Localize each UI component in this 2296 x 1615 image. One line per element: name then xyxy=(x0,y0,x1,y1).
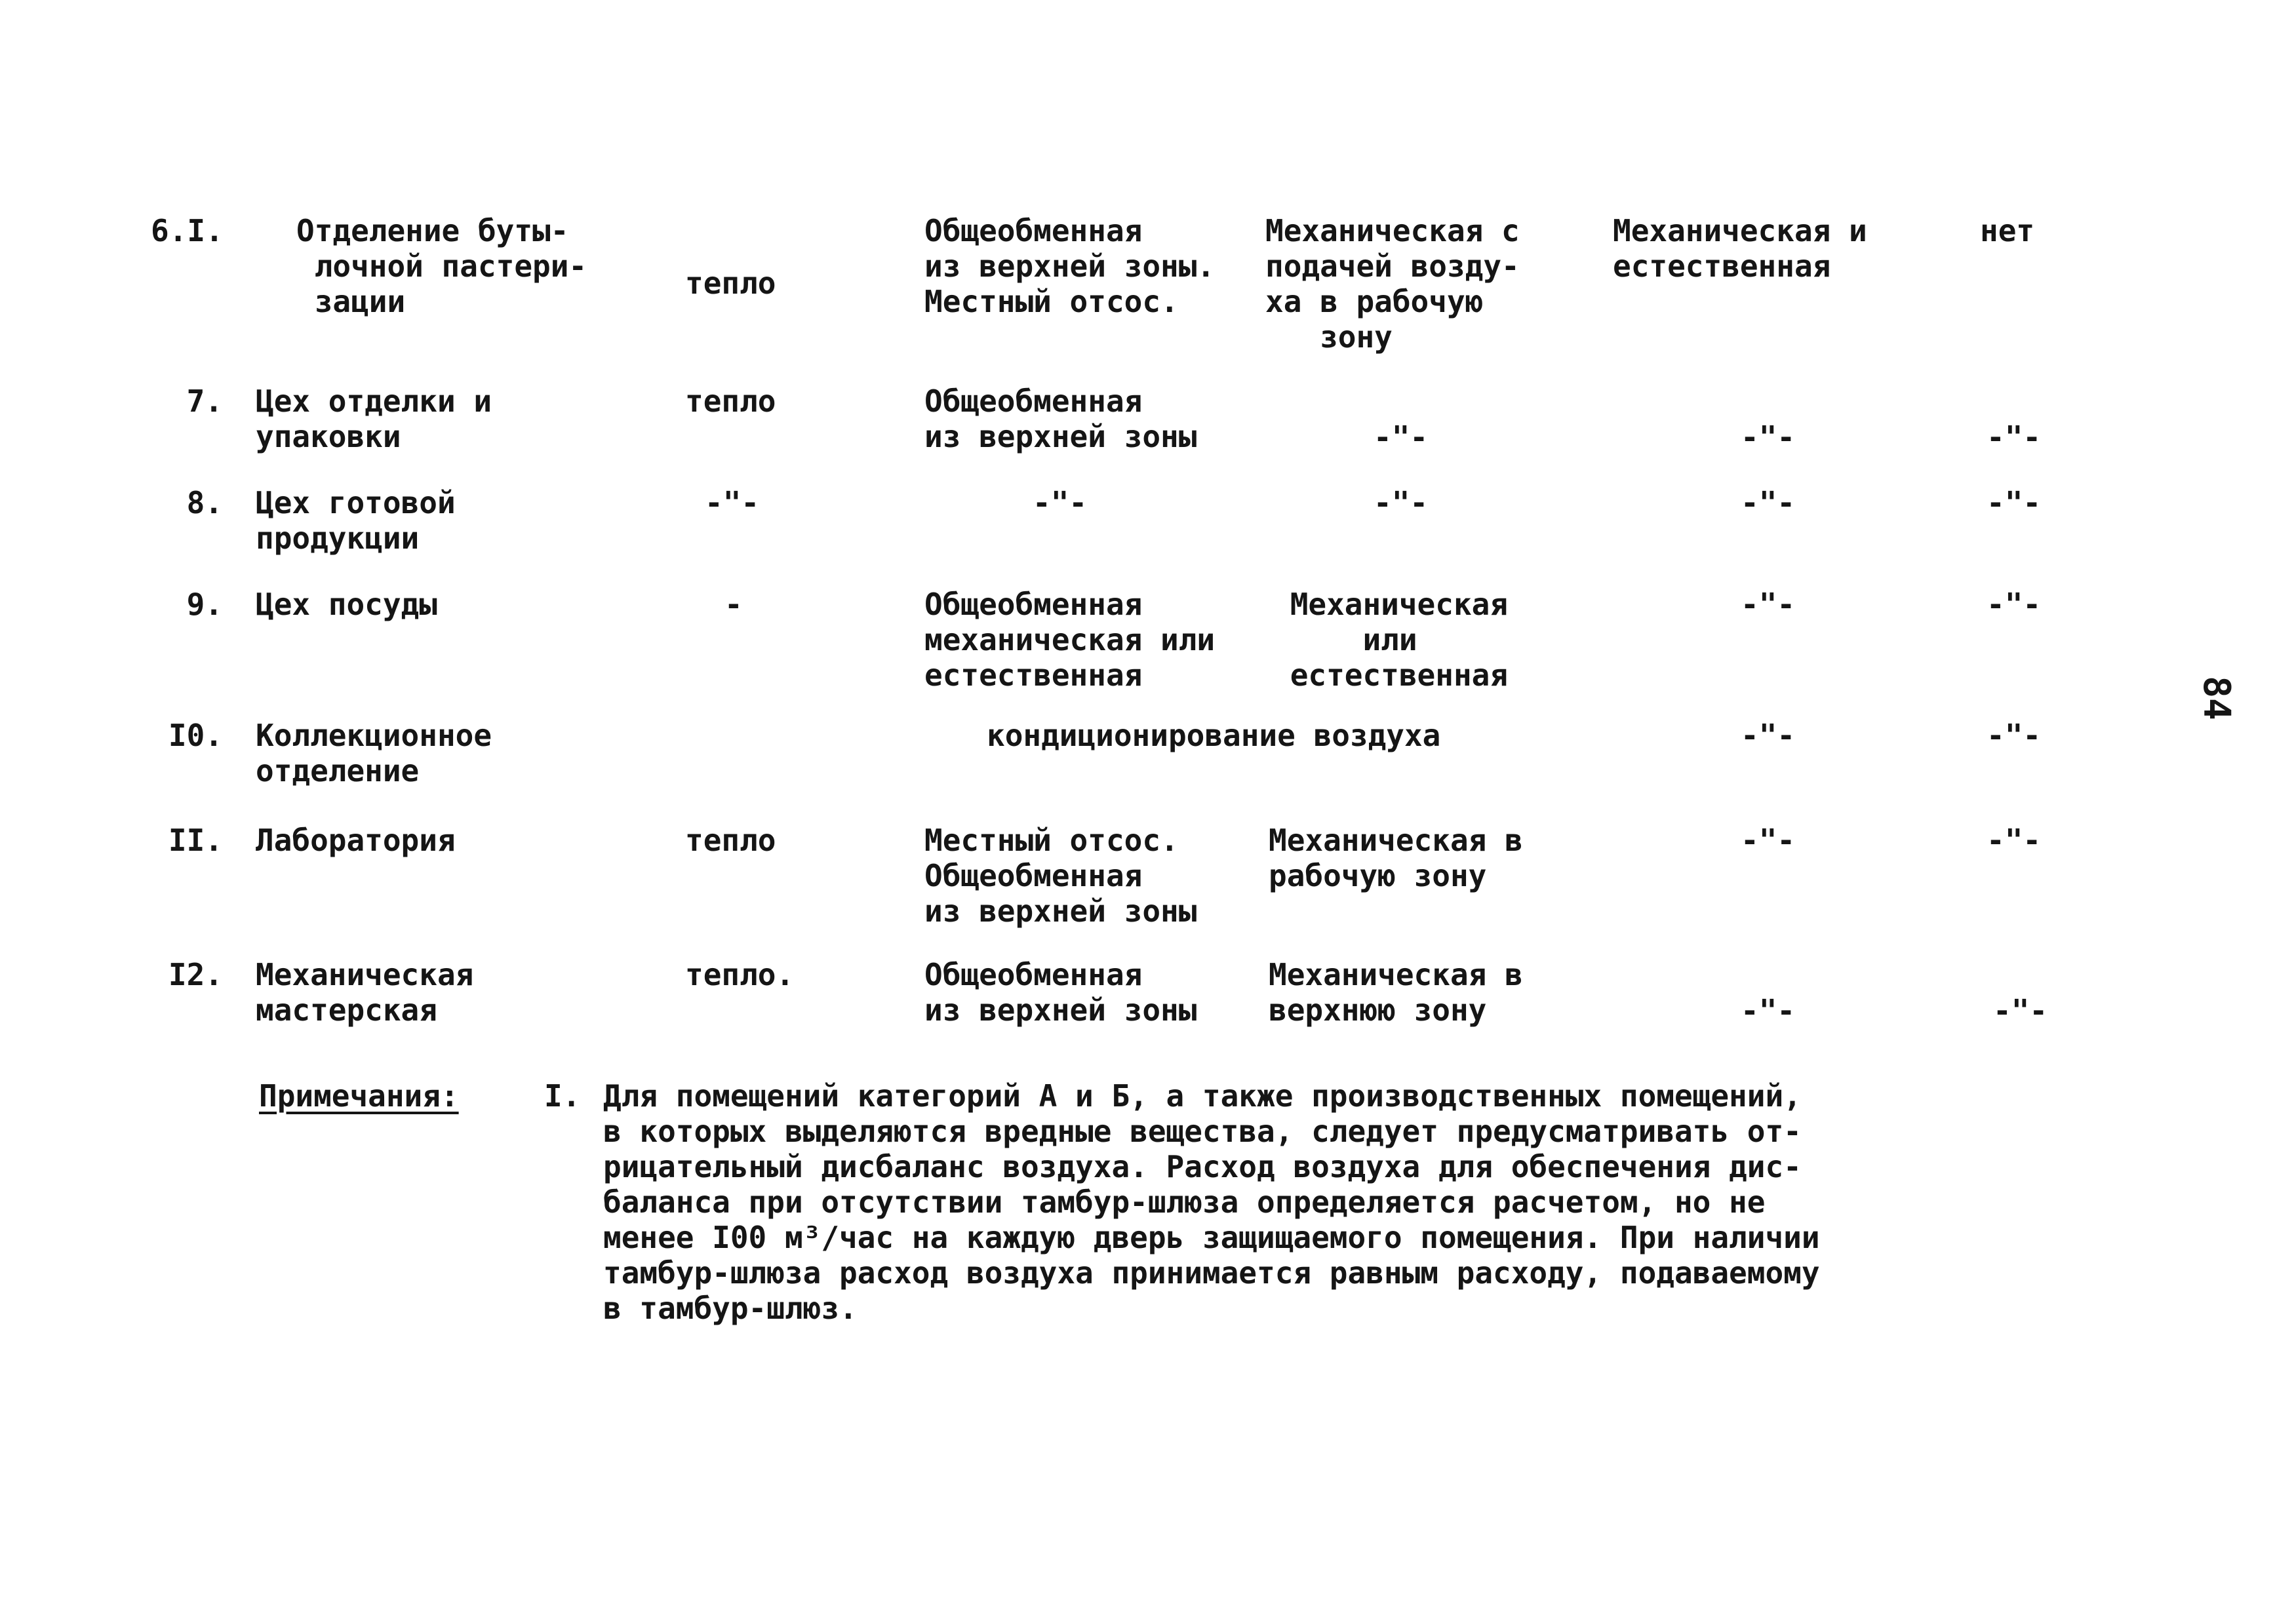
row-number: I0. xyxy=(168,718,223,753)
other-column: -"- xyxy=(1987,587,2042,622)
other-column: -"- xyxy=(1993,993,2048,1028)
exhaust-ventilation: Местный отсос. Общеобменная из верхней зоны xyxy=(924,823,1197,929)
air-conditioning-span: кондиционирование воздуха xyxy=(987,718,1441,753)
harmful-emission: - xyxy=(724,587,743,622)
row-number: II. xyxy=(168,823,223,858)
exhaust-ventilation: Общеобменная из верхней зоны xyxy=(924,957,1197,1028)
emergency-ventilation: -"- xyxy=(1741,718,1796,753)
page-number: 84 xyxy=(2195,676,2238,720)
harmful-emission: тепло. xyxy=(685,957,795,992)
exhaust-ventilation: Общеобменная из верхней зоны. Местный отсос. xyxy=(924,213,1216,319)
emergency-ventilation: Механическая и естественная xyxy=(1613,213,1867,284)
room-name: Цех отделки и упаковки xyxy=(256,383,492,454)
exhaust-ventilation: Общеобменная из верхней зоны xyxy=(924,383,1197,454)
notes-label: Примечания: xyxy=(259,1078,459,1114)
room-name: Механическая мастерская xyxy=(256,957,474,1028)
room-name: Цех посуды xyxy=(256,587,437,622)
notes-number: I. xyxy=(544,1078,581,1114)
supply-ventilation: Механическая в верхнюю зону xyxy=(1269,957,1523,1028)
emergency-ventilation: -"- xyxy=(1741,823,1796,858)
room-name: Цех готовой продукции xyxy=(256,485,456,556)
other-column: -"- xyxy=(1987,718,2042,753)
harmful-emission: тепло xyxy=(685,823,776,858)
row-number: 7. xyxy=(186,383,223,419)
harmful-emission: тепло xyxy=(685,265,776,301)
row-number: 8. xyxy=(186,485,223,520)
emergency-ventilation: -"- xyxy=(1741,419,1796,455)
exhaust-ventilation: Общеобменная механическая или естественная xyxy=(924,587,1216,693)
other-column: -"- xyxy=(1987,485,2042,520)
supply-ventilation: Механическая или естественная xyxy=(1290,587,1509,693)
supply-ventilation: -"- xyxy=(1374,485,1429,520)
row-number: 6.I. xyxy=(151,213,224,248)
exhaust-ventilation: -"- xyxy=(1033,485,1088,520)
supply-ventilation: -"- xyxy=(1374,419,1429,455)
row-number: I2. xyxy=(168,957,223,992)
other-column: нет xyxy=(1980,213,2035,248)
row-number: 9. xyxy=(186,587,223,622)
room-name: Коллекционное отделение xyxy=(256,718,492,788)
harmful-emission: тепло xyxy=(685,383,776,419)
emergency-ventilation: -"- xyxy=(1741,993,1796,1028)
emergency-ventilation: -"- xyxy=(1741,587,1796,622)
notes-text: Для помещений категорий А и Б, а также производственных помещений, в которых выделяются вредные вещества, следует предусматривать от- рицательный дисбаланс воздуха. Расход воздуха для обеспечения дис- баланса при отсутствии тамбур-шлюза определяется расчетом, но не менее I00 м³/час на каждую дверь защищаемого помещения. При наличии тамбур-шлюза расход воздуха принимается равным расходу, подаваемому в тамбур-шлюз. xyxy=(603,1078,1820,1326)
supply-ventilation: Механическая с подачей возду- ха в рабочую зону xyxy=(1265,213,1520,355)
supply-ventilation: Механическая в рабочую зону xyxy=(1269,823,1523,893)
emergency-ventilation: -"- xyxy=(1741,485,1796,520)
other-column: -"- xyxy=(1987,823,2042,858)
room-name: Лаборатория xyxy=(256,823,456,858)
other-column: -"- xyxy=(1987,419,2042,455)
room-name: Отделение буты- лочной пастери- зации xyxy=(296,213,587,319)
harmful-emission: -"- xyxy=(705,485,760,520)
